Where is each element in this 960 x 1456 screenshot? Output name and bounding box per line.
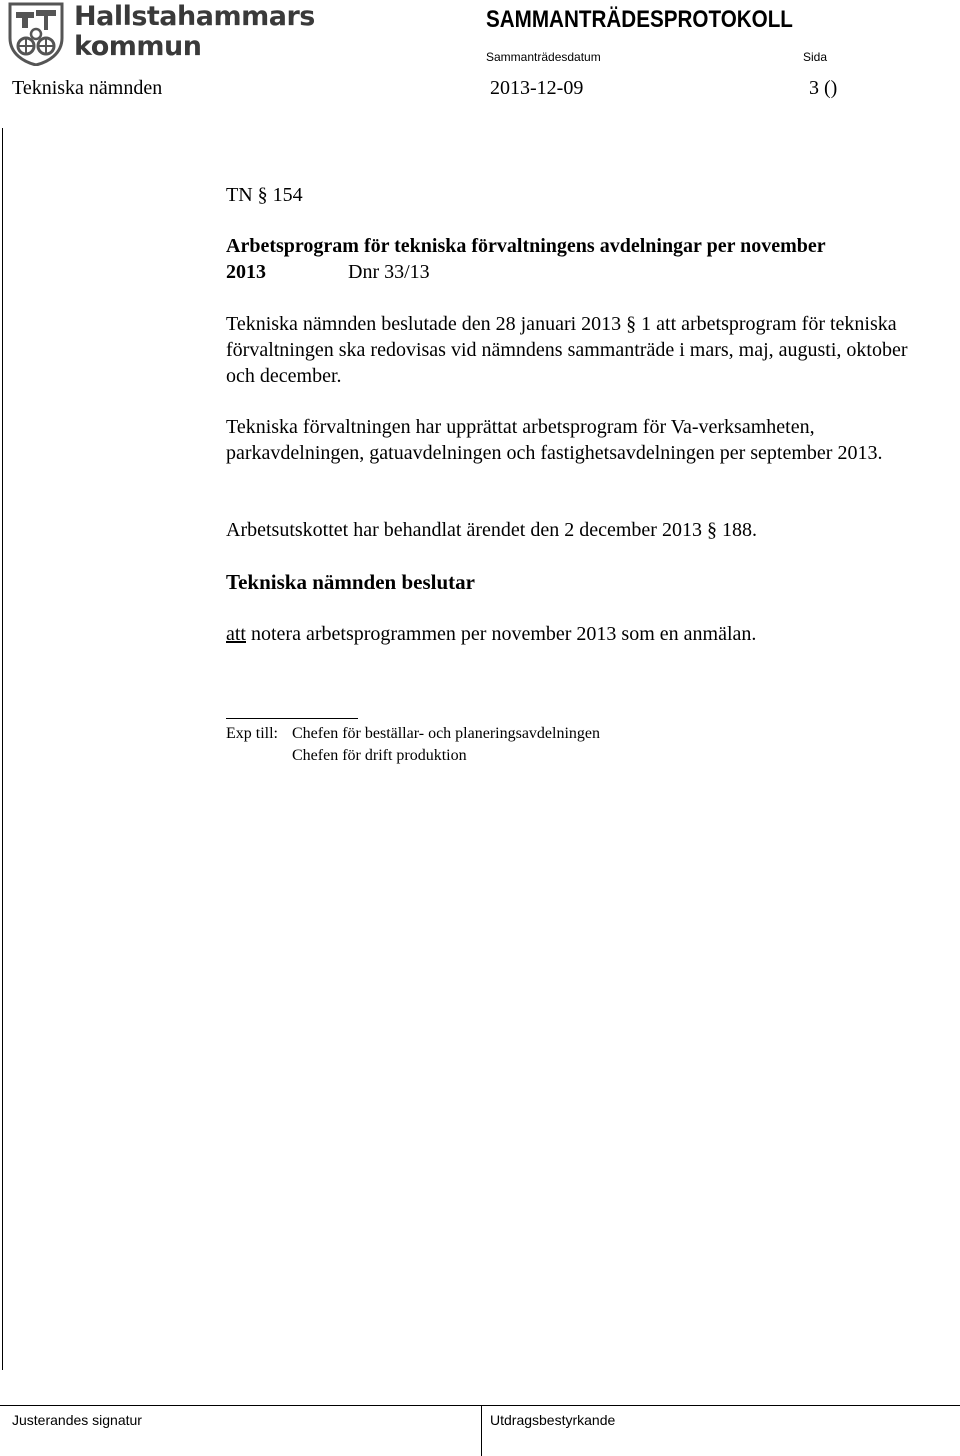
page-number: 3 () <box>809 77 838 99</box>
paragraph-1: Tekniska nämnden beslutade den 28 januari 2013 § 1 att arbetsprogram för tekniska förvaltningen ska redovisas vid nämndens sammanträde i mars, maj, augusti, oktober och december. <box>226 313 908 387</box>
paragraph-id: TN § 154 <box>226 184 303 206</box>
document-title: SAMMANTRÄDESPROTOKOLL <box>486 6 793 33</box>
paragraph-2: Tekniska förvaltningen har upprättat arbetsprogram för Va-verksamheten, parkavdelningen, gatuavdelningen och fastighetsavdelningen per september 2013. <box>226 416 883 464</box>
logo-line-2: kommun <box>74 31 202 62</box>
footer-rule <box>0 1405 960 1406</box>
footer-divider <box>481 1405 482 1456</box>
meeting-date: 2013-12-09 <box>490 77 584 99</box>
distribution-recipient: Chefen för drift produktion <box>292 747 467 764</box>
decision-att: att <box>226 623 246 645</box>
extract-certification-label: Utdragsbestyrkande <box>490 1412 616 1428</box>
item-heading-text: Arbetsprogram för tekniska förvaltningens avdelningar per november 2013 <box>226 235 826 283</box>
signature-label: Justerandes signatur <box>12 1412 142 1428</box>
page-label: Sida <box>803 50 828 64</box>
municipality-logo <box>8 1 315 68</box>
case-number: Dnr 33/13 <box>348 261 430 283</box>
left-margin-rule <box>2 128 3 1370</box>
distribution-recipient: Chefen för beställar- och planeringsavdelningen <box>292 725 601 742</box>
distribution-label: Exp till: <box>226 725 278 742</box>
committee-name: Tekniska nämnden <box>12 77 163 99</box>
logo-line-1: Hallstahammars <box>74 1 315 32</box>
logo-wordmark <box>74 2 315 62</box>
item-heading <box>226 233 926 285</box>
paragraph-3: Arbetsutskottet har behandlat ärendet den 2 december 2013 § 188. <box>226 519 757 541</box>
decision <box>226 621 756 647</box>
meeting-date-label: Sammanträdesdatum <box>486 50 601 64</box>
distribution-rule <box>226 718 358 719</box>
decision-text: notera arbetsprogrammen per november 2013 som en anmälan. <box>246 623 757 645</box>
decision-heading: Tekniska nämnden beslutar <box>226 570 475 594</box>
